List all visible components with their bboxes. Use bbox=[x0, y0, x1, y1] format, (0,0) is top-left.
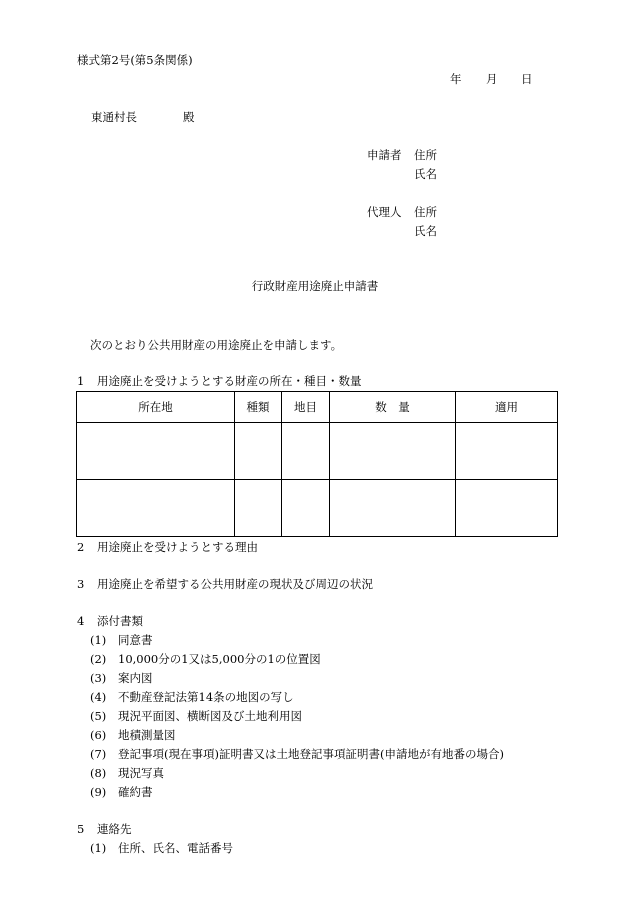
addressee-name: 東通村長 bbox=[91, 110, 137, 124]
document-title: 行政財産用途廃止申請書 bbox=[251, 279, 379, 293]
intro-text: 次のとおり公共用財産の用途廃止を申請します。 bbox=[90, 338, 343, 352]
date-year: 年 bbox=[450, 72, 462, 86]
section-number: 4 bbox=[77, 614, 85, 628]
table-cell[interactable] bbox=[456, 480, 558, 537]
table-cell[interactable] bbox=[456, 423, 558, 480]
section-1-heading bbox=[77, 374, 362, 388]
attachment-item bbox=[90, 766, 164, 780]
header-quantity: 数 量 bbox=[330, 392, 456, 423]
header-land-category: 地目 bbox=[282, 392, 330, 423]
item-text: 現況平面図、横断図及び土地利用図 bbox=[118, 709, 302, 723]
item-number: (1) bbox=[90, 633, 107, 647]
item-number: (2) bbox=[90, 652, 107, 666]
applicant-name-label: 氏名 bbox=[414, 167, 437, 181]
table-cell[interactable] bbox=[235, 480, 282, 537]
table-cell[interactable] bbox=[282, 480, 330, 537]
table-cell[interactable] bbox=[235, 423, 282, 480]
item-text: 不動産登記法第14条の地図の写し bbox=[118, 690, 294, 704]
form-number: 様式第2号(第5条関係) bbox=[77, 53, 193, 67]
section-number: 5 bbox=[77, 822, 85, 836]
attachment-item bbox=[90, 785, 153, 799]
section-2-heading bbox=[77, 540, 258, 554]
item-number: (1) bbox=[90, 841, 107, 855]
attachment-item bbox=[90, 690, 294, 704]
agent-label: 代理人 bbox=[367, 205, 402, 219]
section-text: 連絡先 bbox=[97, 822, 132, 836]
agent-name-label: 氏名 bbox=[414, 224, 437, 238]
attachment-item bbox=[90, 633, 153, 647]
table-cell[interactable] bbox=[330, 480, 456, 537]
header-remarks: 適用 bbox=[456, 392, 558, 423]
section-text: 用途廃止を受けようとする財産の所在・種目・数量 bbox=[97, 374, 362, 388]
table-cell[interactable] bbox=[77, 423, 235, 480]
date-day: 日 bbox=[521, 72, 533, 86]
section-5-heading bbox=[77, 822, 132, 836]
item-text: 地積測量図 bbox=[118, 728, 176, 742]
header-type: 種類 bbox=[235, 392, 282, 423]
addressee-honorific: 殿 bbox=[183, 110, 195, 124]
item-text: 住所、氏名、電話番号 bbox=[118, 841, 233, 855]
item-text: 確約書 bbox=[118, 785, 153, 799]
attachment-item bbox=[90, 671, 153, 685]
table-cell[interactable] bbox=[330, 423, 456, 480]
contact-item bbox=[90, 841, 233, 855]
item-number: (5) bbox=[90, 709, 107, 723]
item-text: 登記事項(現在事項)証明書又は土地登記事項証明書(申請地が有地番の場合) bbox=[118, 747, 504, 761]
agent-address-label: 住所 bbox=[414, 205, 437, 219]
attachment-item bbox=[90, 652, 321, 666]
property-table bbox=[76, 391, 558, 537]
item-number: (3) bbox=[90, 671, 107, 685]
table-cell[interactable] bbox=[282, 423, 330, 480]
section-number: 1 bbox=[77, 374, 85, 388]
attachment-item bbox=[90, 747, 504, 761]
table-row bbox=[77, 423, 558, 480]
item-text: 10,000分の1又は5,000分の1の位置図 bbox=[118, 652, 321, 666]
applicant-label: 申請者 bbox=[367, 148, 402, 162]
section-number: 2 bbox=[77, 540, 85, 554]
attachment-item bbox=[90, 709, 302, 723]
item-number: (4) bbox=[90, 690, 107, 704]
section-text: 用途廃止を希望する公共用財産の現状及び周辺の状況 bbox=[97, 577, 373, 591]
section-4-heading bbox=[77, 614, 143, 628]
section-3-heading bbox=[77, 577, 373, 591]
date-month: 月 bbox=[486, 72, 498, 86]
item-number: (9) bbox=[90, 785, 107, 799]
item-text: 案内図 bbox=[118, 671, 153, 685]
item-number: (8) bbox=[90, 766, 107, 780]
table-cell[interactable] bbox=[77, 480, 235, 537]
attachment-item bbox=[90, 728, 176, 742]
item-text: 現況写真 bbox=[118, 766, 164, 780]
item-number: (7) bbox=[90, 747, 107, 761]
item-text: 同意書 bbox=[118, 633, 153, 647]
section-number: 3 bbox=[77, 577, 85, 591]
section-text: 添付書類 bbox=[97, 614, 143, 628]
header-location: 所在地 bbox=[77, 392, 235, 423]
section-text: 用途廃止を受けようとする理由 bbox=[97, 540, 258, 554]
applicant-address-label: 住所 bbox=[414, 148, 437, 162]
item-number: (6) bbox=[90, 728, 107, 742]
table-header-row bbox=[77, 392, 558, 423]
table-row bbox=[77, 480, 558, 537]
